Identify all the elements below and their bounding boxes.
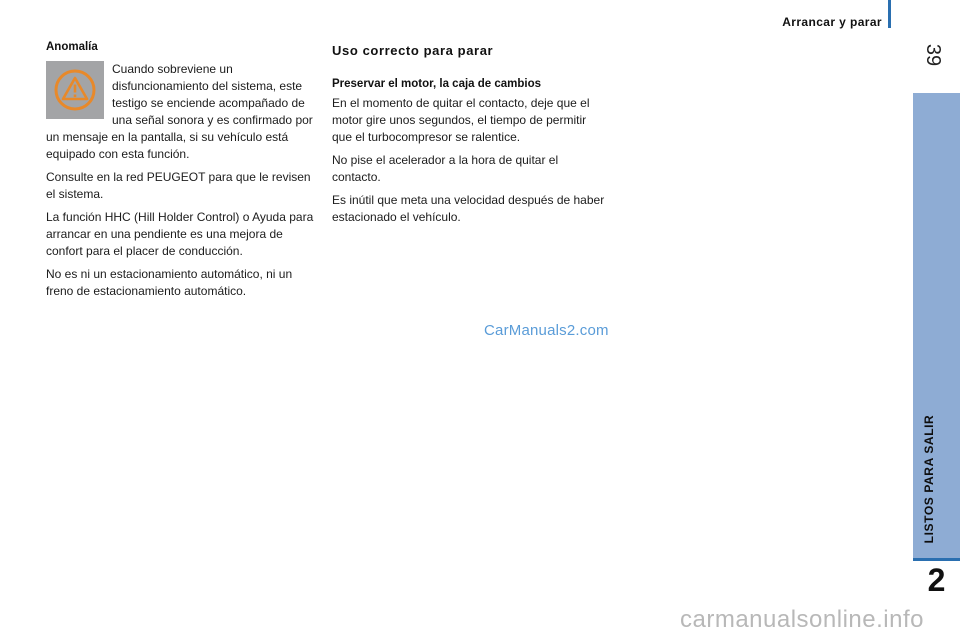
header-rule — [888, 0, 891, 28]
engine-subheading: Preservar el motor, la caja de cambios — [332, 78, 542, 90]
watermark-footer: carmanualsonline.info — [680, 606, 924, 633]
header-title: Arrancar y parar — [782, 15, 882, 29]
side-tab-label: LISTOS PARA SALIR — [922, 414, 936, 544]
page-number: 39 — [922, 43, 944, 67]
stop-heading: Uso correcto para parar — [332, 43, 494, 58]
warning-triangle-icon — [53, 68, 97, 112]
anomaly-heading: Anomalía — [46, 41, 98, 53]
gear-paragraph: Es inútil que meta una velocidad después de haber estacionado el vehículo. — [332, 193, 605, 224]
anomaly-paragraph: Cuando sobreviene un disfuncionamiento del sistema, este testigo se enciende acompañado de una señal sonora y es confirmado por un mensaje en la pantalla, si su vehículo está equipado con esta función. — [46, 62, 313, 161]
consult-paragraph: Consulte en la red PEUGEOT para que le revisen el sistema. — [46, 170, 311, 201]
turbo-paragraph: En el momento de quitar el contacto, deje que el motor gire unos segundos, el tiempo de permitir que el turbocompresor se ralentice. — [332, 96, 590, 144]
not-parking-paragraph: No es ni un estacionamiento automático, ni un freno de estacionamiento automático. — [46, 267, 293, 298]
right-column — [332, 41, 607, 232]
watermark-link[interactable]: CarManuals2.com — [484, 322, 609, 339]
chapter-number: 2 — [927, 562, 946, 598]
accelerator-paragraph: No pise el acelerador a la hora de quitar el contacto. — [332, 153, 559, 184]
hhc-paragraph: La función HHC (Hill Holder Control) o Ayuda para arrancar en una pendiente es una mejora de confort para el placer de conducción. — [46, 210, 314, 258]
warning-lamp — [46, 61, 104, 119]
left-column — [46, 41, 318, 306]
